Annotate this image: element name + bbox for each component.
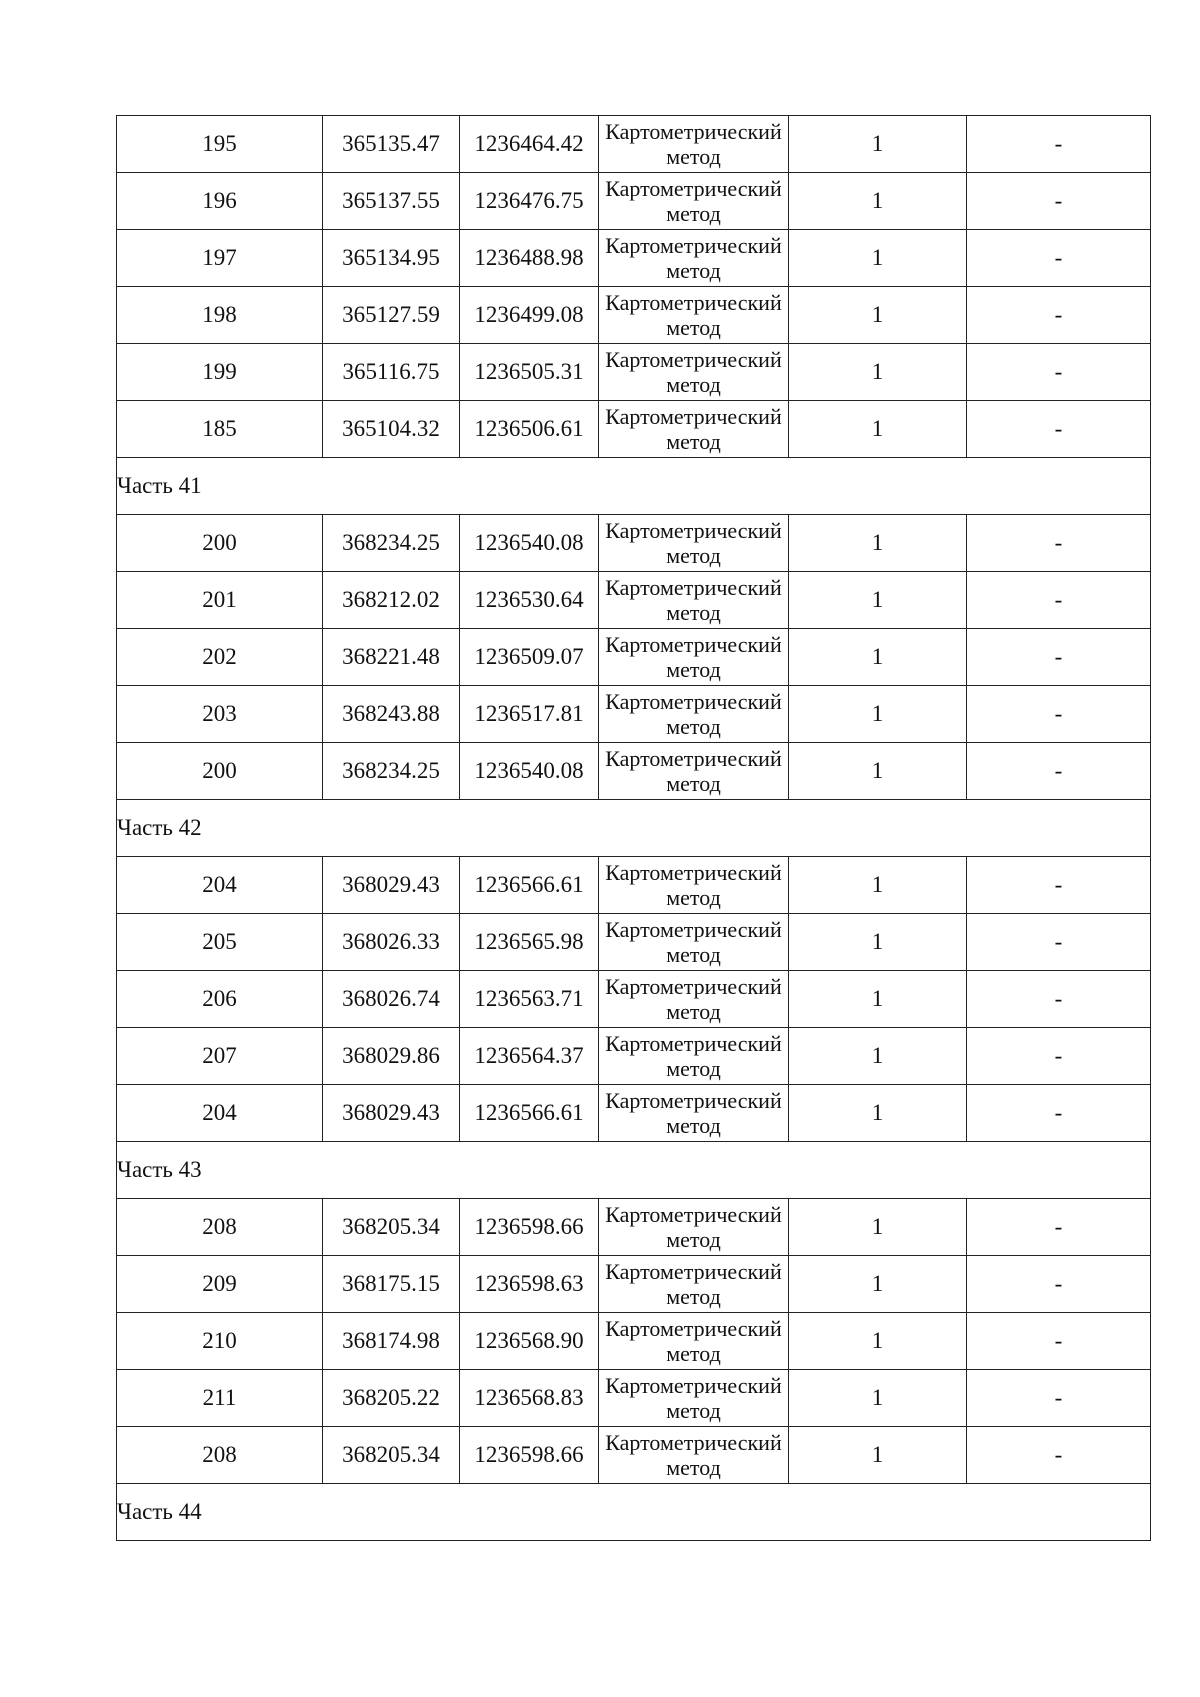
method-cell: Картометрический метод (599, 401, 789, 458)
coordinate-y-cell: 1236530.64 (460, 572, 599, 629)
precision-cell: 1 (789, 1370, 967, 1427)
coordinate-x-cell: 368205.34 (323, 1427, 460, 1484)
note-cell: - (967, 743, 1151, 800)
note-cell: - (967, 1028, 1151, 1085)
precision-cell: 1 (789, 173, 967, 230)
coordinate-x-cell: 365116.75 (323, 344, 460, 401)
point-number-cell: 208 (117, 1427, 323, 1484)
table-row (117, 914, 1151, 971)
method-cell: Картометрический метод (599, 1370, 789, 1427)
table-row (117, 1199, 1151, 1256)
note-cell: - (967, 173, 1151, 230)
note-cell: - (967, 857, 1151, 914)
point-number-cell: 206 (117, 971, 323, 1028)
coordinate-x-cell: 365134.95 (323, 230, 460, 287)
coordinate-y-cell: 1236568.83 (460, 1370, 599, 1427)
note-cell: - (967, 287, 1151, 344)
method-cell: Картометрический метод (599, 515, 789, 572)
precision-cell: 1 (789, 857, 967, 914)
coordinate-y-cell: 1236563.71 (460, 971, 599, 1028)
method-cell: Картометрический метод (599, 914, 789, 971)
coordinate-x-cell: 365104.32 (323, 401, 460, 458)
method-cell: Картометрический метод (599, 1028, 789, 1085)
coordinate-y-cell: 1236488.98 (460, 230, 599, 287)
note-cell: - (967, 914, 1151, 971)
coordinate-x-cell: 368234.25 (323, 515, 460, 572)
note-cell: - (967, 1085, 1151, 1142)
method-cell: Картометрический метод (599, 1085, 789, 1142)
table-row (117, 344, 1151, 401)
point-number-cell: 201 (117, 572, 323, 629)
precision-cell: 1 (789, 1256, 967, 1313)
coordinate-x-cell: 368212.02 (323, 572, 460, 629)
coordinate-y-cell: 1236565.98 (460, 914, 599, 971)
precision-cell: 1 (789, 287, 967, 344)
coordinate-y-cell: 1236509.07 (460, 629, 599, 686)
note-cell: - (967, 1256, 1151, 1313)
method-cell: Картометрический метод (599, 686, 789, 743)
table-row (117, 173, 1151, 230)
part-label: Часть 42 (117, 800, 1151, 857)
precision-cell: 1 (789, 572, 967, 629)
table-row (117, 1256, 1151, 1313)
coordinate-x-cell: 368174.98 (323, 1313, 460, 1370)
method-cell: Картометрический метод (599, 287, 789, 344)
coordinate-y-cell: 1236540.08 (460, 515, 599, 572)
coordinate-y-cell: 1236506.61 (460, 401, 599, 458)
precision-cell: 1 (789, 686, 967, 743)
point-number-cell: 204 (117, 1085, 323, 1142)
point-number-cell: 211 (117, 1370, 323, 1427)
point-number-cell: 207 (117, 1028, 323, 1085)
note-cell: - (967, 971, 1151, 1028)
point-number-cell: 202 (117, 629, 323, 686)
point-number-cell: 185 (117, 401, 323, 458)
point-number-cell: 204 (117, 857, 323, 914)
coordinate-y-cell: 1236505.31 (460, 344, 599, 401)
point-number-cell: 203 (117, 686, 323, 743)
precision-cell: 1 (789, 230, 967, 287)
note-cell: - (967, 401, 1151, 458)
coordinate-x-cell: 368029.43 (323, 857, 460, 914)
note-cell: - (967, 344, 1151, 401)
coordinate-y-cell: 1236540.08 (460, 743, 599, 800)
coordinate-y-cell: 1236598.66 (460, 1427, 599, 1484)
table-row (117, 743, 1151, 800)
method-cell: Картометрический метод (599, 572, 789, 629)
note-cell: - (967, 515, 1151, 572)
method-cell: Картометрический метод (599, 1313, 789, 1370)
point-number-cell: 195 (117, 116, 323, 173)
table-row (117, 971, 1151, 1028)
coordinates-table-body (117, 116, 1151, 1541)
coordinate-x-cell: 365137.55 (323, 173, 460, 230)
note-cell: - (967, 1427, 1151, 1484)
method-cell: Картометрический метод (599, 173, 789, 230)
note-cell: - (967, 116, 1151, 173)
coordinate-y-cell: 1236598.66 (460, 1199, 599, 1256)
precision-cell: 1 (789, 515, 967, 572)
coordinate-x-cell: 368205.22 (323, 1370, 460, 1427)
coordinate-y-cell: 1236566.61 (460, 857, 599, 914)
part-label: Часть 41 (117, 458, 1151, 515)
coordinate-x-cell: 368029.43 (323, 1085, 460, 1142)
precision-cell: 1 (789, 1313, 967, 1370)
method-cell: Картометрический метод (599, 857, 789, 914)
precision-cell: 1 (789, 401, 967, 458)
method-cell: Картометрический метод (599, 1256, 789, 1313)
coordinate-x-cell: 368029.86 (323, 1028, 460, 1085)
precision-cell: 1 (789, 1199, 967, 1256)
table-row (117, 572, 1151, 629)
part-header-row (117, 1142, 1151, 1199)
point-number-cell: 198 (117, 287, 323, 344)
table-row (117, 686, 1151, 743)
method-cell: Картометрический метод (599, 743, 789, 800)
precision-cell: 1 (789, 1085, 967, 1142)
point-number-cell: 200 (117, 515, 323, 572)
method-cell: Картометрический метод (599, 629, 789, 686)
coordinates-table (116, 115, 1151, 1541)
method-cell: Картометрический метод (599, 116, 789, 173)
table-row (117, 515, 1151, 572)
method-cell: Картометрический метод (599, 971, 789, 1028)
coordinate-x-cell: 365135.47 (323, 116, 460, 173)
table-row (117, 1370, 1151, 1427)
coordinate-x-cell: 368175.15 (323, 1256, 460, 1313)
part-header-row (117, 1484, 1151, 1541)
point-number-cell: 199 (117, 344, 323, 401)
part-label: Часть 43 (117, 1142, 1151, 1199)
precision-cell: 1 (789, 116, 967, 173)
note-cell: - (967, 230, 1151, 287)
table-row (117, 857, 1151, 914)
note-cell: - (967, 1313, 1151, 1370)
precision-cell: 1 (789, 629, 967, 686)
coordinate-y-cell: 1236476.75 (460, 173, 599, 230)
note-cell: - (967, 1199, 1151, 1256)
method-cell: Картометрический метод (599, 1427, 789, 1484)
table-row (117, 230, 1151, 287)
coordinate-x-cell: 368205.34 (323, 1199, 460, 1256)
coordinate-y-cell: 1236499.08 (460, 287, 599, 344)
precision-cell: 1 (789, 743, 967, 800)
coordinate-y-cell: 1236517.81 (460, 686, 599, 743)
table-row (117, 1085, 1151, 1142)
table-row (117, 116, 1151, 173)
precision-cell: 1 (789, 971, 967, 1028)
coordinate-x-cell: 368026.33 (323, 914, 460, 971)
method-cell: Картометрический метод (599, 1199, 789, 1256)
coordinate-y-cell: 1236598.63 (460, 1256, 599, 1313)
point-number-cell: 200 (117, 743, 323, 800)
precision-cell: 1 (789, 1028, 967, 1085)
precision-cell: 1 (789, 914, 967, 971)
part-header-row (117, 800, 1151, 857)
table-row (117, 287, 1151, 344)
coordinate-y-cell: 1236464.42 (460, 116, 599, 173)
table-row (117, 1313, 1151, 1370)
table-row (117, 629, 1151, 686)
coordinate-y-cell: 1236568.90 (460, 1313, 599, 1370)
note-cell: - (967, 629, 1151, 686)
precision-cell: 1 (789, 1427, 967, 1484)
table-row (117, 1028, 1151, 1085)
coordinate-x-cell: 365127.59 (323, 287, 460, 344)
point-number-cell: 209 (117, 1256, 323, 1313)
note-cell: - (967, 686, 1151, 743)
point-number-cell: 205 (117, 914, 323, 971)
coordinate-y-cell: 1236566.61 (460, 1085, 599, 1142)
coordinate-y-cell: 1236564.37 (460, 1028, 599, 1085)
point-number-cell: 197 (117, 230, 323, 287)
note-cell: - (967, 572, 1151, 629)
method-cell: Картометрический метод (599, 344, 789, 401)
coordinate-x-cell: 368234.25 (323, 743, 460, 800)
note-cell: - (967, 1370, 1151, 1427)
part-header-row (117, 458, 1151, 515)
point-number-cell: 210 (117, 1313, 323, 1370)
table-row (117, 1427, 1151, 1484)
table-row (117, 401, 1151, 458)
method-cell: Картометрический метод (599, 230, 789, 287)
precision-cell: 1 (789, 344, 967, 401)
point-number-cell: 208 (117, 1199, 323, 1256)
part-label: Часть 44 (117, 1484, 1151, 1541)
point-number-cell: 196 (117, 173, 323, 230)
coordinate-x-cell: 368026.74 (323, 971, 460, 1028)
coordinate-x-cell: 368221.48 (323, 629, 460, 686)
coordinate-x-cell: 368243.88 (323, 686, 460, 743)
